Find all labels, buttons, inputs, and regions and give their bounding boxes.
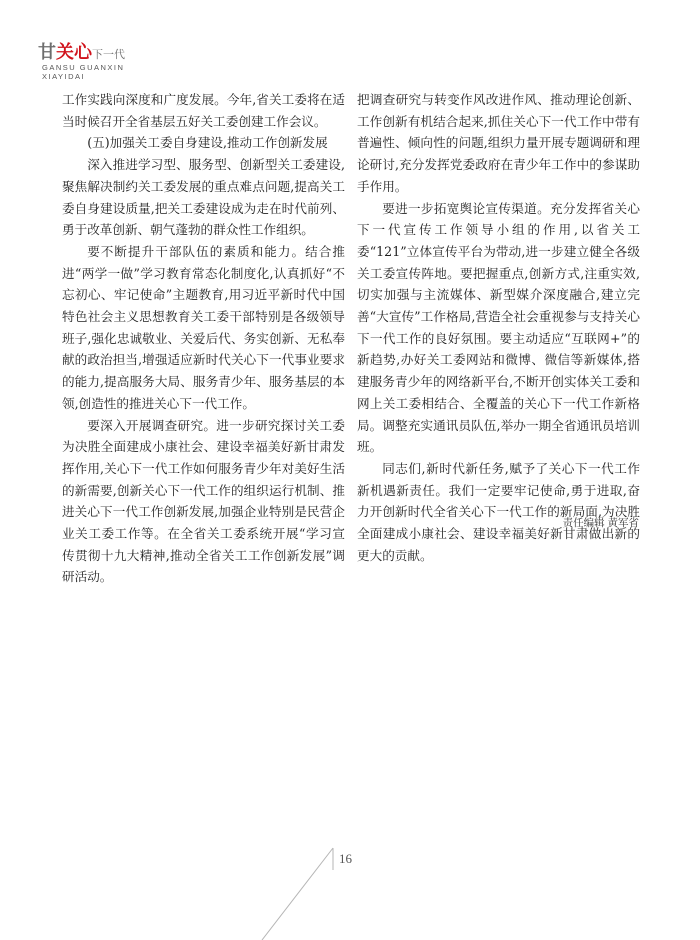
paragraph: 要深入开展调查研究。进一步研究探讨关工委为决胜全面建成小康社会、建设幸福美好新甘肃发挥作用,关心下一代工作如何服务青少年对美好生活的新需要,创新关心下一代工作的组织运行机制、推进关心下一代工作创新发展,加强企业特别是民营企业关工委工作等。在全省关工委系统开展“学习宣传贯彻十九大精神,推动全省关工工作创新发展”调研活动。 [62, 417, 345, 585]
masthead-english [42, 63, 124, 81]
masthead-suffix: 下一代 [92, 48, 125, 61]
masthead-prefix: 甘 [38, 42, 56, 63]
footer-diagonal-rule [262, 848, 333, 940]
masthead-logo [38, 38, 158, 92]
paragraph-continued: 把调查研究与转变作风改进作风、推动理论创新、工作创新有机结合起来,抓住关心下一代工作中带有普遍性、倾向性的问题,组织力量开展专题调研和理论研讨,充分发挥党委政府在青少年工作中的参谋助手作用。 [357, 92, 640, 194]
masthead-title [38, 38, 125, 64]
page-number: 16 [339, 851, 352, 866]
paragraph-continued: 工作实践向深度和广度发展。今年,省关工委将在适当时候召开全省基层五好关工委创建工作会议。 [62, 92, 345, 129]
masthead-highlight: 关心 [56, 42, 92, 63]
section-heading: (五)加强关工委自身建设,推动工作创新发展 [87, 135, 328, 151]
right-column [357, 89, 640, 566]
masthead-en-line1: GANSU GUANXIN [42, 63, 125, 72]
editor-credit: 责任编辑 黄军省 [562, 517, 639, 529]
left-column [62, 89, 345, 588]
paragraph: 同志们,新时代新任务,赋予了关心下一代工作新机遇新责任。我们一定要牢记使命,勇于进取,奋力开创新时代全省关心下一代工作的新局面,为决胜全面建成小康社会、建设幸福美好新甘肃做出新的更大的贡献。 [357, 460, 640, 563]
paragraph: 深入推进学习型、服务型、创新型关工委建设,聚焦解决制约关工委发展的重点难点问题,提高关工委自身建设质量,把关工委建设成为走在时代前列、勇于改革创新、朝气蓬勃的群众性工作组织。 [62, 157, 345, 238]
paragraph: 要进一步拓宽舆论宣传渠道。充分发挥省关心下一代宣传工作领导小组的作用,以省关工委“121”立体宣传平台为带动,进一步建立健全各级关工委宣传阵地。要把握重点,创新方式,注重实效,切实加强与主流媒体、新型媒介深度融合,建立完善“大宣传”工作格局,营造全社会重视参与支持关心下一代工作的良好氛围。要主动适应“互联网+”的新趋势,办好关工委网站和微博、微信等新媒体,搭建服务青少年的网络新平台,不断开创实体关工委和网上关工委相结合、全覆盖的关心下一代工作新格局。调整充实通讯员队伍,举办一期全省通讯员培训班。 [357, 200, 640, 455]
paragraph: 要不断提升干部队伍的素质和能力。结合推进“两学一做”学习教育常态化制度化,认真抓好“不忘初心、牢记使命”主题教育,用习近平新时代中国特色社会主义思想教育关工委干部特别是各级领导班子,强化忠诚敬业、关爱后代、务实创新、无私奉献的政治担当,增强适应新时代关心下一代事业要求的能力,提高服务大局、服务青少年、服务基层的本领,创造性的推进关心下一代工作。 [62, 243, 345, 411]
masthead-en-line2: XIAYIDAI [42, 72, 86, 81]
